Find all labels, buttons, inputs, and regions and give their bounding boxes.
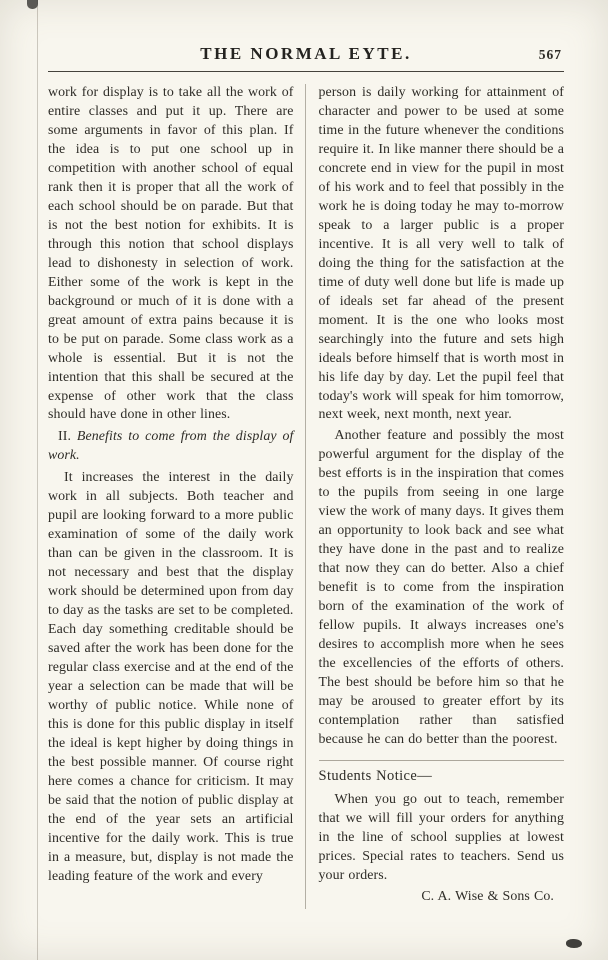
right-column [305, 84, 565, 909]
scan-page-edge [37, 0, 38, 960]
notice-body: When you go out to teach, remember that we will fill your orders for anything in the line of school supplies at lowest prices. Special rates to teachers. Send us your orders. [318, 791, 564, 883]
section-numeral: II. [58, 429, 72, 445]
paragraph-display-continuation: work for display is to take all the work of entire classes and put it up. There are some arguments in favor of this plan. If the idea is to put one school up in competition with another school of equal rank then it is proper that all the work of each school should be on parade. But that is not the best notion for exhibits. It is through this notion that school displays lead to dishonesty in selection of work. Either some of the work is kept in the background or much of it is done with a great amount of extra pains because it is to be put on parade. Some class work as a whole is essential. But it is not the intention that this shall be secured at the expense of other work that the class should have done in other lines. [48, 85, 294, 423]
page-number: 567 [538, 47, 562, 62]
paragraph-benefits: It increases the interest in the daily work in all subjects. Both teacher and pupil are looking forward to a more public examination of some of the daily work than can be given in the classroom. It is not necessary and best that the display work should be determined upon from day to day as the tasks are set to be completed. Each day something creditable should be saved after the work has been done for the regular class exercise and at the end of the year a selection can be made that will be worthy of public notice. While none of this is done for this public display in itself the ideal is kept higher by doing things in the best possible manner. Of course right here comes a chance for criticism. It may be said that the notion of public display at the end of the year sets an artificial incentive for the daily work. This is true in a measure, but, display is not made the leading feature of the work and every [48, 470, 294, 884]
section-title: Benefits to come from the display of work. [48, 429, 294, 464]
paragraph-person-continuation: person is daily working for attainment of character and power to be used at some time in the future whenever the conditions require it. In like manner there should be a concrete end in view for the pupil in most of his work and to feel that possibly in the work he is doing today he may to-morrow speak to a larger public is a proper incentive. It is all very well to talk of doing the thing for the satisfaction at the time of duty well done but life is made up of ideals set far ahead of the present moment. It is the one who looks most searchingly into the future and sets high ideals before himself that is worth most in his life day by day. Let the pupil feel that today's work will speak for him tomorrow, next week, next month, next year. [318, 85, 564, 423]
section-heading [48, 428, 294, 466]
header-rule [48, 71, 564, 72]
students-notice [319, 760, 565, 907]
scan-artifact-top [27, 0, 38, 9]
notice-heading: Students Notice— [318, 767, 433, 784]
page-header [48, 0, 564, 64]
left-column [48, 84, 305, 909]
paragraph-another-feature: Another feature and possibly the most powerful argument for the display of the best efforts is in the inspiration that comes to the pupils from seeing in one large view the work of many days. It gives them an opportunity to look back and see what they have done in the past and to realize that now they can do better. Also a chief benefit is to come from the inspiration born of the examination of the work of fellow pupils. It always increases one's desires to accomplish more when he sees the excellencies of the efforts of others. The best should be before him so that he may be aroused to greater effort by its contemplation rather than satisfied because he can do better than the poorest. [318, 428, 564, 747]
scan-artifact-bottom [566, 939, 582, 948]
article-body [48, 84, 564, 909]
notice-signature: C. A. Wise & Sons Co. [421, 888, 554, 904]
journal-title: THE NORMAL EYTE. [200, 44, 412, 63]
